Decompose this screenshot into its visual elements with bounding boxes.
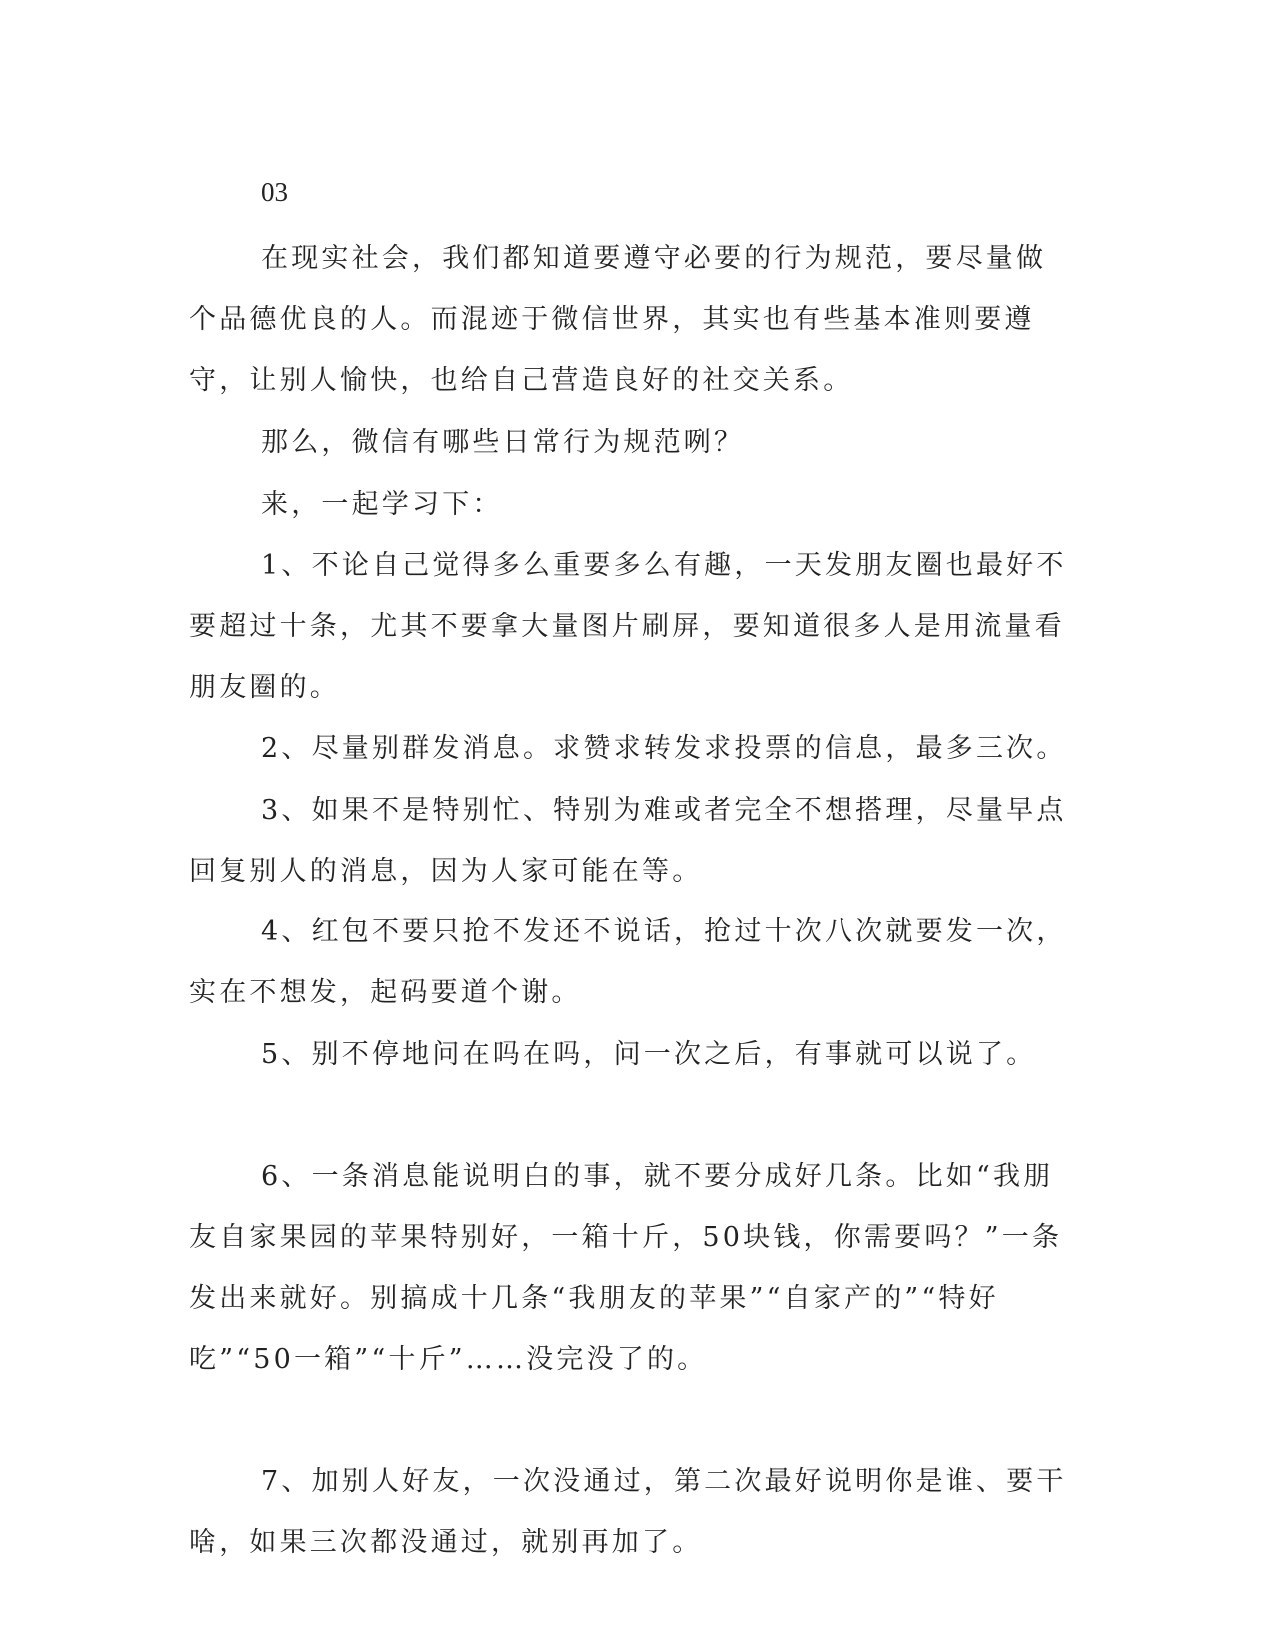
- question-paragraph: 那么，微信有哪些日常行为规范咧？: [261, 427, 745, 458]
- rule-5-paragraph: 5、别不停地问在吗在吗，问一次之后，有事就可以说了。: [261, 1039, 1037, 1070]
- section-number: 03: [261, 177, 288, 207]
- rule-7-paragraph: 7、加别人好友，一次没通过，第二次最好说明你是谁、要干啥，如果三次都没通过，就别再加了。: [189, 1466, 1067, 1558]
- lead-in-paragraph: 来，一起学习下：: [261, 489, 503, 520]
- rule-6-paragraph: 6、一条消息能说明白的事，就不要分成好几条。比如“我朋友自家果园的苹果特别好，一箱十斤，50块钱，你需要吗？”一条发出来就好。别搞成十几条“我朋友的苹果”“自家产的”“特好吃”“50一箱”“十斤”……没完没了的。: [189, 1161, 1063, 1375]
- rule-4-paragraph: 4、红包不要只抢不发还不说话，抢过十次八次就要发一次，实在不想发，起码要道个谢。: [189, 916, 1067, 1008]
- rule-3-paragraph: 3、如果不是特别忙、特别为难或者完全不想搭理，尽量早点回复别人的消息，因为人家可能在等。: [189, 795, 1067, 887]
- rule-2-paragraph: 2、尽量别群发消息。求赞求转发求投票的信息，最多三次。: [261, 733, 1067, 764]
- intro-paragraph: 在现实社会，我们都知道要遵守必要的行为规范，要尽量做个品德优良的人。而混迹于微信世界，其实也有些基本准则要遵守，让别人愉快，也给自己营造良好的社交关系。: [189, 243, 1047, 396]
- rule-1-paragraph: 1、不论自己觉得多么重要多么有趣，一天发朋友圈也最好不要超过十条，尤其不要拿大量图片刷屏，要知道很多人是用流量看朋友圈的。: [189, 550, 1067, 703]
